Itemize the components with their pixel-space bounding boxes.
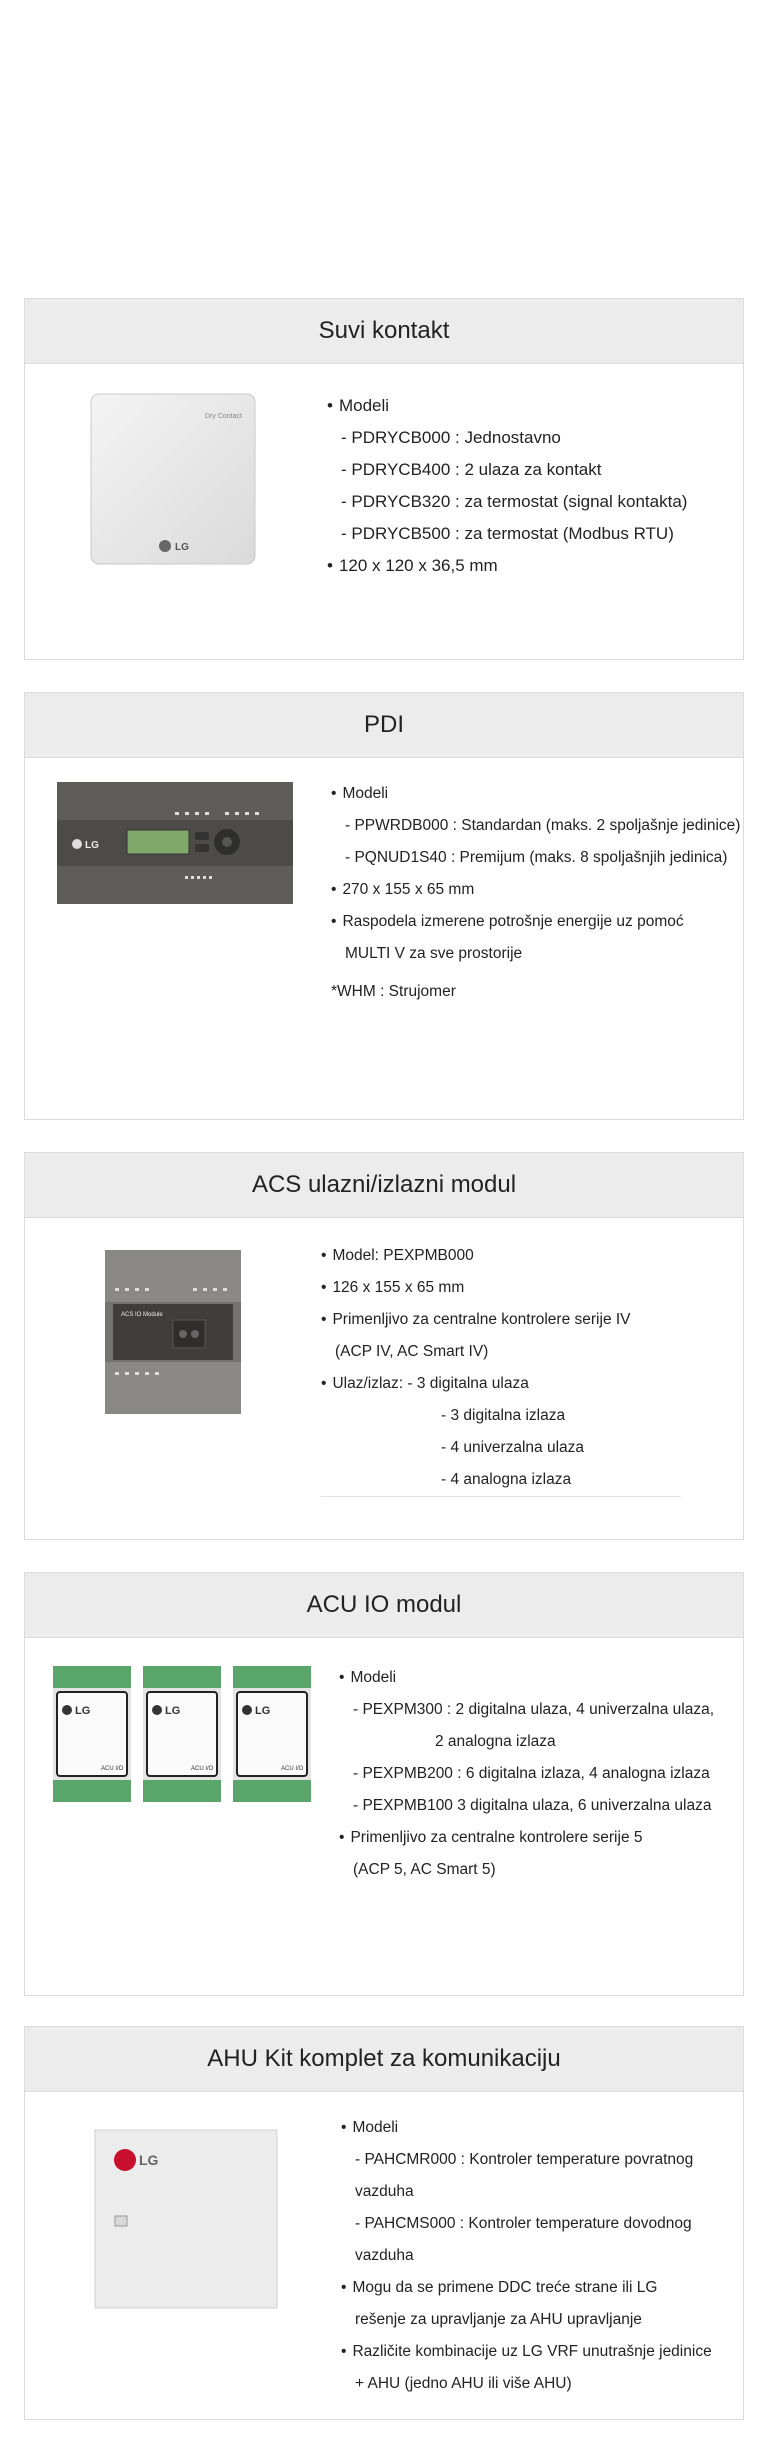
dry-contact-title: Suvi kontakt [25, 299, 743, 364]
spec-line: • Modeli [341, 2112, 712, 2144]
acu-module-label: ACU I/O [101, 1766, 124, 1772]
ahu-card [24, 2026, 744, 2420]
lg-logo: LG [139, 2152, 159, 2168]
spec-line: • 126 x 155 x 65 mm [321, 1272, 681, 1304]
pdi-specs [331, 778, 740, 1008]
acs-image [103, 1248, 243, 1416]
spec-line: - PAHCMR000 : Kontroler temperature povratnog [355, 2151, 694, 2168]
spec-line: - PAHCMS000 : Kontroler temperature dovodnog [355, 2215, 692, 2232]
acs-specs [321, 1240, 681, 1497]
ahu-image [93, 2128, 279, 2310]
spec-line: - PEXPMB100 3 digitalna ulaza, 6 univerzalna ulaza [353, 1797, 712, 1814]
spec-line: - PDRYCB400 : 2 ulaza za kontakt [341, 460, 602, 479]
spec-line: 2 analogna izlaza [435, 1733, 556, 1750]
spec-line: - PDRYCB000 : Jednostavno [341, 428, 561, 447]
spec-line: • Raspodela izmerene potrošnje energije uz pomoć [331, 906, 740, 938]
pdi-card [24, 692, 744, 1120]
spec-line: - PEXPM300 : 2 digitalna ulaza, 4 univerzalna ulaza, [353, 1701, 715, 1718]
lg-logo: LG [165, 1705, 181, 1717]
spec-line: - 3 digitalna izlaza [441, 1407, 566, 1424]
spec-line: • 270 x 155 x 65 mm [331, 874, 740, 906]
spec-line: - PQNUD1S40 : Premijum (maks. 8 spoljašnjih jedinica) [345, 849, 728, 866]
spec-line: • Mogu da se primene DDC treće strane ili LG [341, 2272, 712, 2304]
acu-card [24, 1572, 744, 1996]
acs-card [24, 1152, 744, 1540]
spec-line: (ACP IV, AC Smart IV) [335, 1343, 489, 1360]
spec-line: • Ulaz/izlaz: - 3 digitalna ulaza [321, 1368, 681, 1400]
ahu-title: AHU Kit komplet za komunikaciju [25, 2027, 743, 2092]
lg-logo: LG [255, 1705, 271, 1717]
spec-line: • Primenljivo za centralne kontrolere serije IV [321, 1304, 681, 1336]
lg-logo: LG [175, 542, 189, 553]
acu-module-label: ACU I/O [191, 1766, 214, 1772]
acu-specs [339, 1662, 714, 1886]
spec-line: • Modeli [331, 778, 740, 810]
spec-line: MULTI V za sve prostorije [345, 945, 523, 962]
acu-module-label: ACU I/O [281, 1766, 304, 1772]
dry-contact-specs [327, 390, 687, 582]
spec-line: • Primenljivo za centralne kontrolere serije 5 [339, 1822, 714, 1854]
spec-line: - PDRYCB500 : za termostat (Modbus RTU) [341, 524, 674, 543]
pdi-image [55, 780, 295, 906]
spec-line: vazduha [355, 2247, 414, 2264]
acs-module-label: ACS IO Module [121, 1312, 163, 1318]
spec-line: • Modeli [327, 390, 687, 422]
spec-line: - 4 analogna izlaza [321, 1464, 681, 1497]
spec-line: • Model: PEXPMB000 [321, 1240, 681, 1272]
pdi-title: PDI [25, 693, 743, 758]
lg-logo: LG [85, 840, 99, 851]
ahu-specs [341, 2112, 712, 2400]
spec-line: rešenje za upravljanje za AHU upravljanje [355, 2311, 642, 2328]
lg-logo: LG [75, 1705, 91, 1717]
spec-line: - PPWRDB000 : Standardan (maks. 2 spoljašnje jedinice) [345, 817, 741, 834]
acu-image [51, 1664, 315, 1804]
spec-line: - PDRYCB320 : za termostat (signal kontakta) [341, 492, 688, 511]
dry-contact-image [89, 392, 257, 566]
spec-line: • 120 x 120 x 36,5 mm [327, 550, 687, 582]
acs-title: ACS ulazni/izlazni modul [25, 1153, 743, 1218]
spec-note: *WHM : Strujomer [331, 983, 456, 1000]
dry-contact-label: Dry Contact [205, 413, 242, 420]
dry-contact-card [24, 298, 744, 660]
acu-title: ACU IO modul [25, 1573, 743, 1638]
spec-line: - 4 univerzalna ulaza [441, 1439, 585, 1456]
spec-line: • Različite kombinacije uz LG VRF unutrašnje jedinice [341, 2336, 712, 2368]
spec-line: (ACP 5, AC Smart 5) [353, 1861, 496, 1878]
spec-line: vazduha [355, 2183, 414, 2200]
spec-line: • Modeli [339, 1662, 714, 1694]
spec-line: + AHU (jedno AHU ili više AHU) [355, 2375, 572, 2392]
spec-line: - PEXPMB200 : 6 digitalna izlaza, 4 analogna izlaza [353, 1765, 710, 1782]
